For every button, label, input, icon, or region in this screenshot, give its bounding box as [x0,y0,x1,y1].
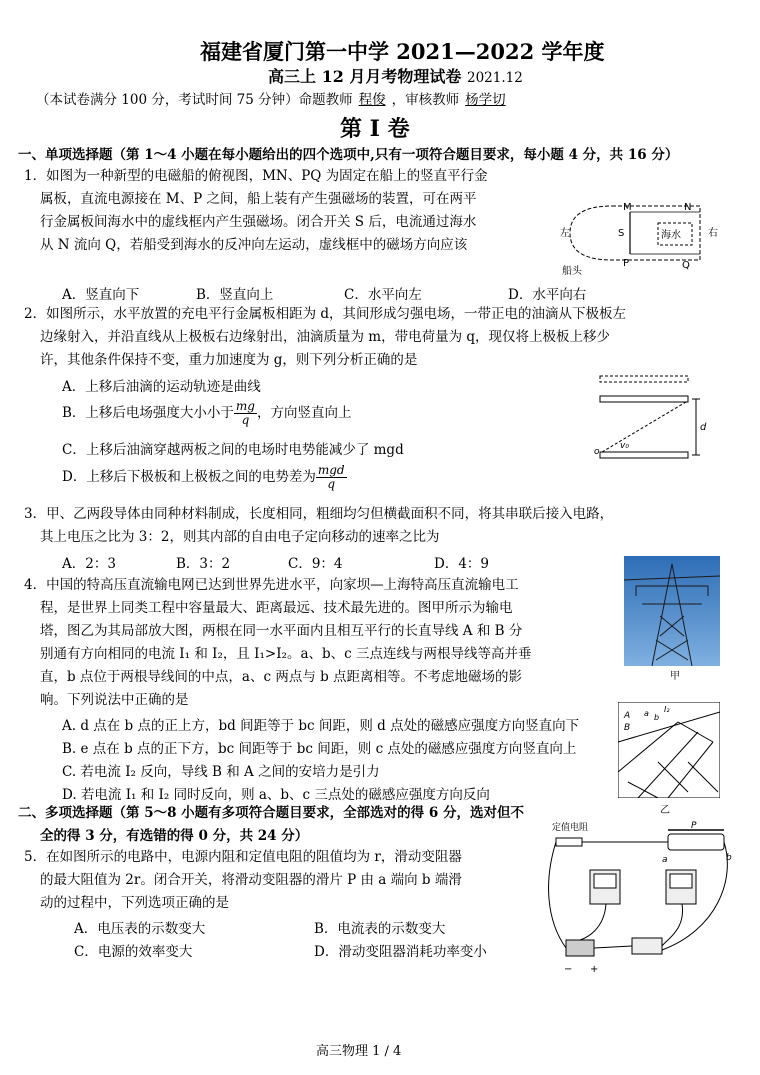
fig-label-p5: P [691,821,697,831]
school-title: 福建省厦门第一中学 2021—2022 学年度 [200,39,605,64]
q5-circuit-figure [546,820,736,980]
page-number: 高三物理 1 / 4 [316,1044,402,1059]
q3-option-a: A．2：3 [62,556,116,572]
q5-line: 动的过程中，下列选项正确的是 [40,895,229,911]
meta-prefix: （本试卷满分 100 分，考试时间 75 分钟）命题教师 [36,92,353,108]
q3-option-d: D．4：9 [434,556,490,572]
fig-yi-caption: 乙 [660,805,670,816]
reviewer-name: 杨学切 [465,92,506,108]
exam-date: 2021.12 [467,70,523,86]
q1-option-d: D．水平向右 [508,287,587,303]
q4-line: 响。下列说法中正确的是 [40,692,189,708]
fig-label-minus: − [564,964,573,975]
q1-boat-figure [560,198,730,278]
q5-line: 5．在如图所示的电路中，电源内阻和定值电阻的阻值均为 r，滑动变阻器 [24,849,462,865]
q2-b-denominator: q [241,413,250,427]
q4-line: 4．中国的特高压直流输电网已达到世界先进水平，向家坝—上海特高压直流输电工 [24,577,519,593]
q4-line: 直，b 点位于两根导线间的中点，a、c 两点与 b 点距离相等。不考虑地磁场的影 [40,669,523,685]
fig-label-s: S [618,228,625,239]
section1-heading: 一、单项选择题（第 1～4 小题在每小题给出的四个选项中,只有一项符合题目要求，每小题 4 分，共 16 分） [18,147,679,163]
fig-label-water: 海水 [661,230,681,241]
q4-option-b: B. e 点在 b 点的正下方，bc 间距等于 bc 间距，则 c 点处的磁感应强度方向竖直向上 [62,741,577,757]
svg-text:B: B [624,723,631,733]
q1-line: 从 N 流向 Q，若船受到海水的反冲向左运动，虚线框中的磁场方向应该 [40,237,468,253]
fig-label-q: Q [682,260,690,271]
q2-b-text: B．上移后电场强度大小小于 [62,405,234,421]
q2-d-text: D．上移后下极板和上极板之间的电势差为 [62,469,316,485]
fig-label-b5: b [726,853,732,863]
section2-heading-line2: 全的得 3 分，有选错的得 0 分，共 24 分） [40,828,309,844]
q1-line: 行金属板间海水中的虚线框内产生强磁场。闭合开关 S 后，电流通过海水 [40,214,477,230]
q4-option-c: C. 若电流 I₂ 反向，导线 B 和 A 之间的安培力是引力 [62,764,380,780]
q1-option-c: C．水平向左 [344,287,422,303]
fig-label-resistor: 定值电阻 [552,823,589,833]
reviewer-prefix: ，审核教师 [391,92,460,108]
q2-option-c: C．上移后油滴穿越两板之间的电场时电势能减少了 mgd [62,442,404,458]
q2-line: 2．如图所示，水平放置的充电平行金属板相距为 d，其间形成匀强电场，一带正电的油滴从下极板左 [24,306,627,322]
exam-title [268,64,523,87]
fig-label-a5: a [662,855,668,865]
q4-option-d: D. 若电流 I₁ 和 I₂ 同时反向，则 a、b、c 三点处的磁感应强度方向反向 [62,787,490,803]
fig-label-d: d [700,422,707,433]
q2-line: 许，其他条件保持不变，重力加速度为 g，则下列分析正确的是 [40,352,418,368]
q4-line: 别通有方向相同的电流 I₁ 和 I₂，且 I₁>I₂。a、b、c 三点连线与两根导线等高并垂 [40,646,532,662]
exam-name: 高三上 12 月月考物理试卷 [268,67,462,86]
q2-b-numerator: mg [235,399,255,413]
volume-title: 第 I 卷 [340,116,410,142]
q2-plates-figure [590,372,710,472]
q2-line: 边缘射入，并沿直线从上极板右边缘射出，油滴质量为 m，带电荷量为 q，现仅将上极板上移少 [40,329,611,345]
q5-option-d: D．滑动变阻器消耗功率变小 [314,944,487,960]
q3-line: 3．甲、乙两段导体由同种材料制成，长度相同，粗细均匀但横截面积不同，将其串联后接入电路， [24,506,614,522]
fig-label-o: o [594,447,600,457]
fig-label-left: 左 [560,228,570,239]
q4-line: 程，是世界上同类工程中容量最大、距离最远、技术最先进的。图甲所示为输电 [40,600,513,616]
fig-label-plus: + [590,964,599,975]
section2-heading-line1: 二、多项选择题（第 5～8 小题有多项符合题目要求，全部选对的得 6 分，选对但不 [18,805,524,821]
fig-jia-caption: 甲 [670,671,680,682]
q1-option-b: B．竖直向上 [196,287,274,303]
q3-option-b: B．3：2 [176,556,231,572]
fig-label-head: 船头 [562,266,582,277]
q3-option-c: C．9：4 [288,556,343,572]
q5-option-a: A．电压表的示数变大 [74,921,206,937]
q3-line: 其上电压之比为 3：2，则其内部的自由电子定向移动的速率之比为 [40,529,440,545]
q2-d-fraction [316,464,347,491]
q2-b-suffix: ，方向竖直向上 [256,405,352,421]
q1-line: 属板，直流电源接在 M、P 之间，船上装有产生强磁场的装置，可在两平 [40,191,477,207]
fig-label-p: P [623,258,630,269]
q2-d-denominator: q [327,477,336,491]
fig-label-n: N [684,202,692,213]
svg-text:a: a [644,709,649,718]
svg-text:A: A [624,711,631,721]
q2-option-a: A．上移后油滴的运动轨迹是曲线 [62,379,261,395]
q1-option-a: A．竖直向下 [62,287,140,303]
fig-label-m: M [623,202,632,213]
q5-line: 的最大阻值为 2r。闭合开关，将滑动变阻器的滑片 P 由 a 端向 b 端滑 [40,872,462,888]
svg-text:I₂: I₂ [664,705,670,714]
q2-option-b [62,400,351,427]
tower-photo-figure [624,556,720,666]
q4-option-a: A. d 点在 b 点的正上方，bd 间距等于 bc 间距，则 d 点处的磁感应强度方向竖直向下 [62,718,580,734]
fig-label-right: 右 [708,228,718,239]
q2-d-numerator: mgd [317,463,345,477]
fig-label-v0: v₀ [620,441,629,451]
q2-option-d [62,464,347,491]
exam-meta [36,88,512,108]
q5-option-b: B．电流表的示数变大 [314,921,446,937]
svg-text:b: b [654,713,660,722]
tower-detail-figure [618,702,720,798]
author-name: 程俊 [358,92,386,108]
q5-option-c: C．电源的效率变大 [74,944,193,960]
q1-line: 1．如图为一种新型的电磁船的俯视图，MN、PQ 为固定在船上的竖直平行金 [24,168,488,184]
q4-line: 塔，图乙为其局部放大图，两根在同一水平面内且相互平行的长直导线 A 和 B 分 [40,623,523,639]
q2-b-fraction [234,400,257,427]
